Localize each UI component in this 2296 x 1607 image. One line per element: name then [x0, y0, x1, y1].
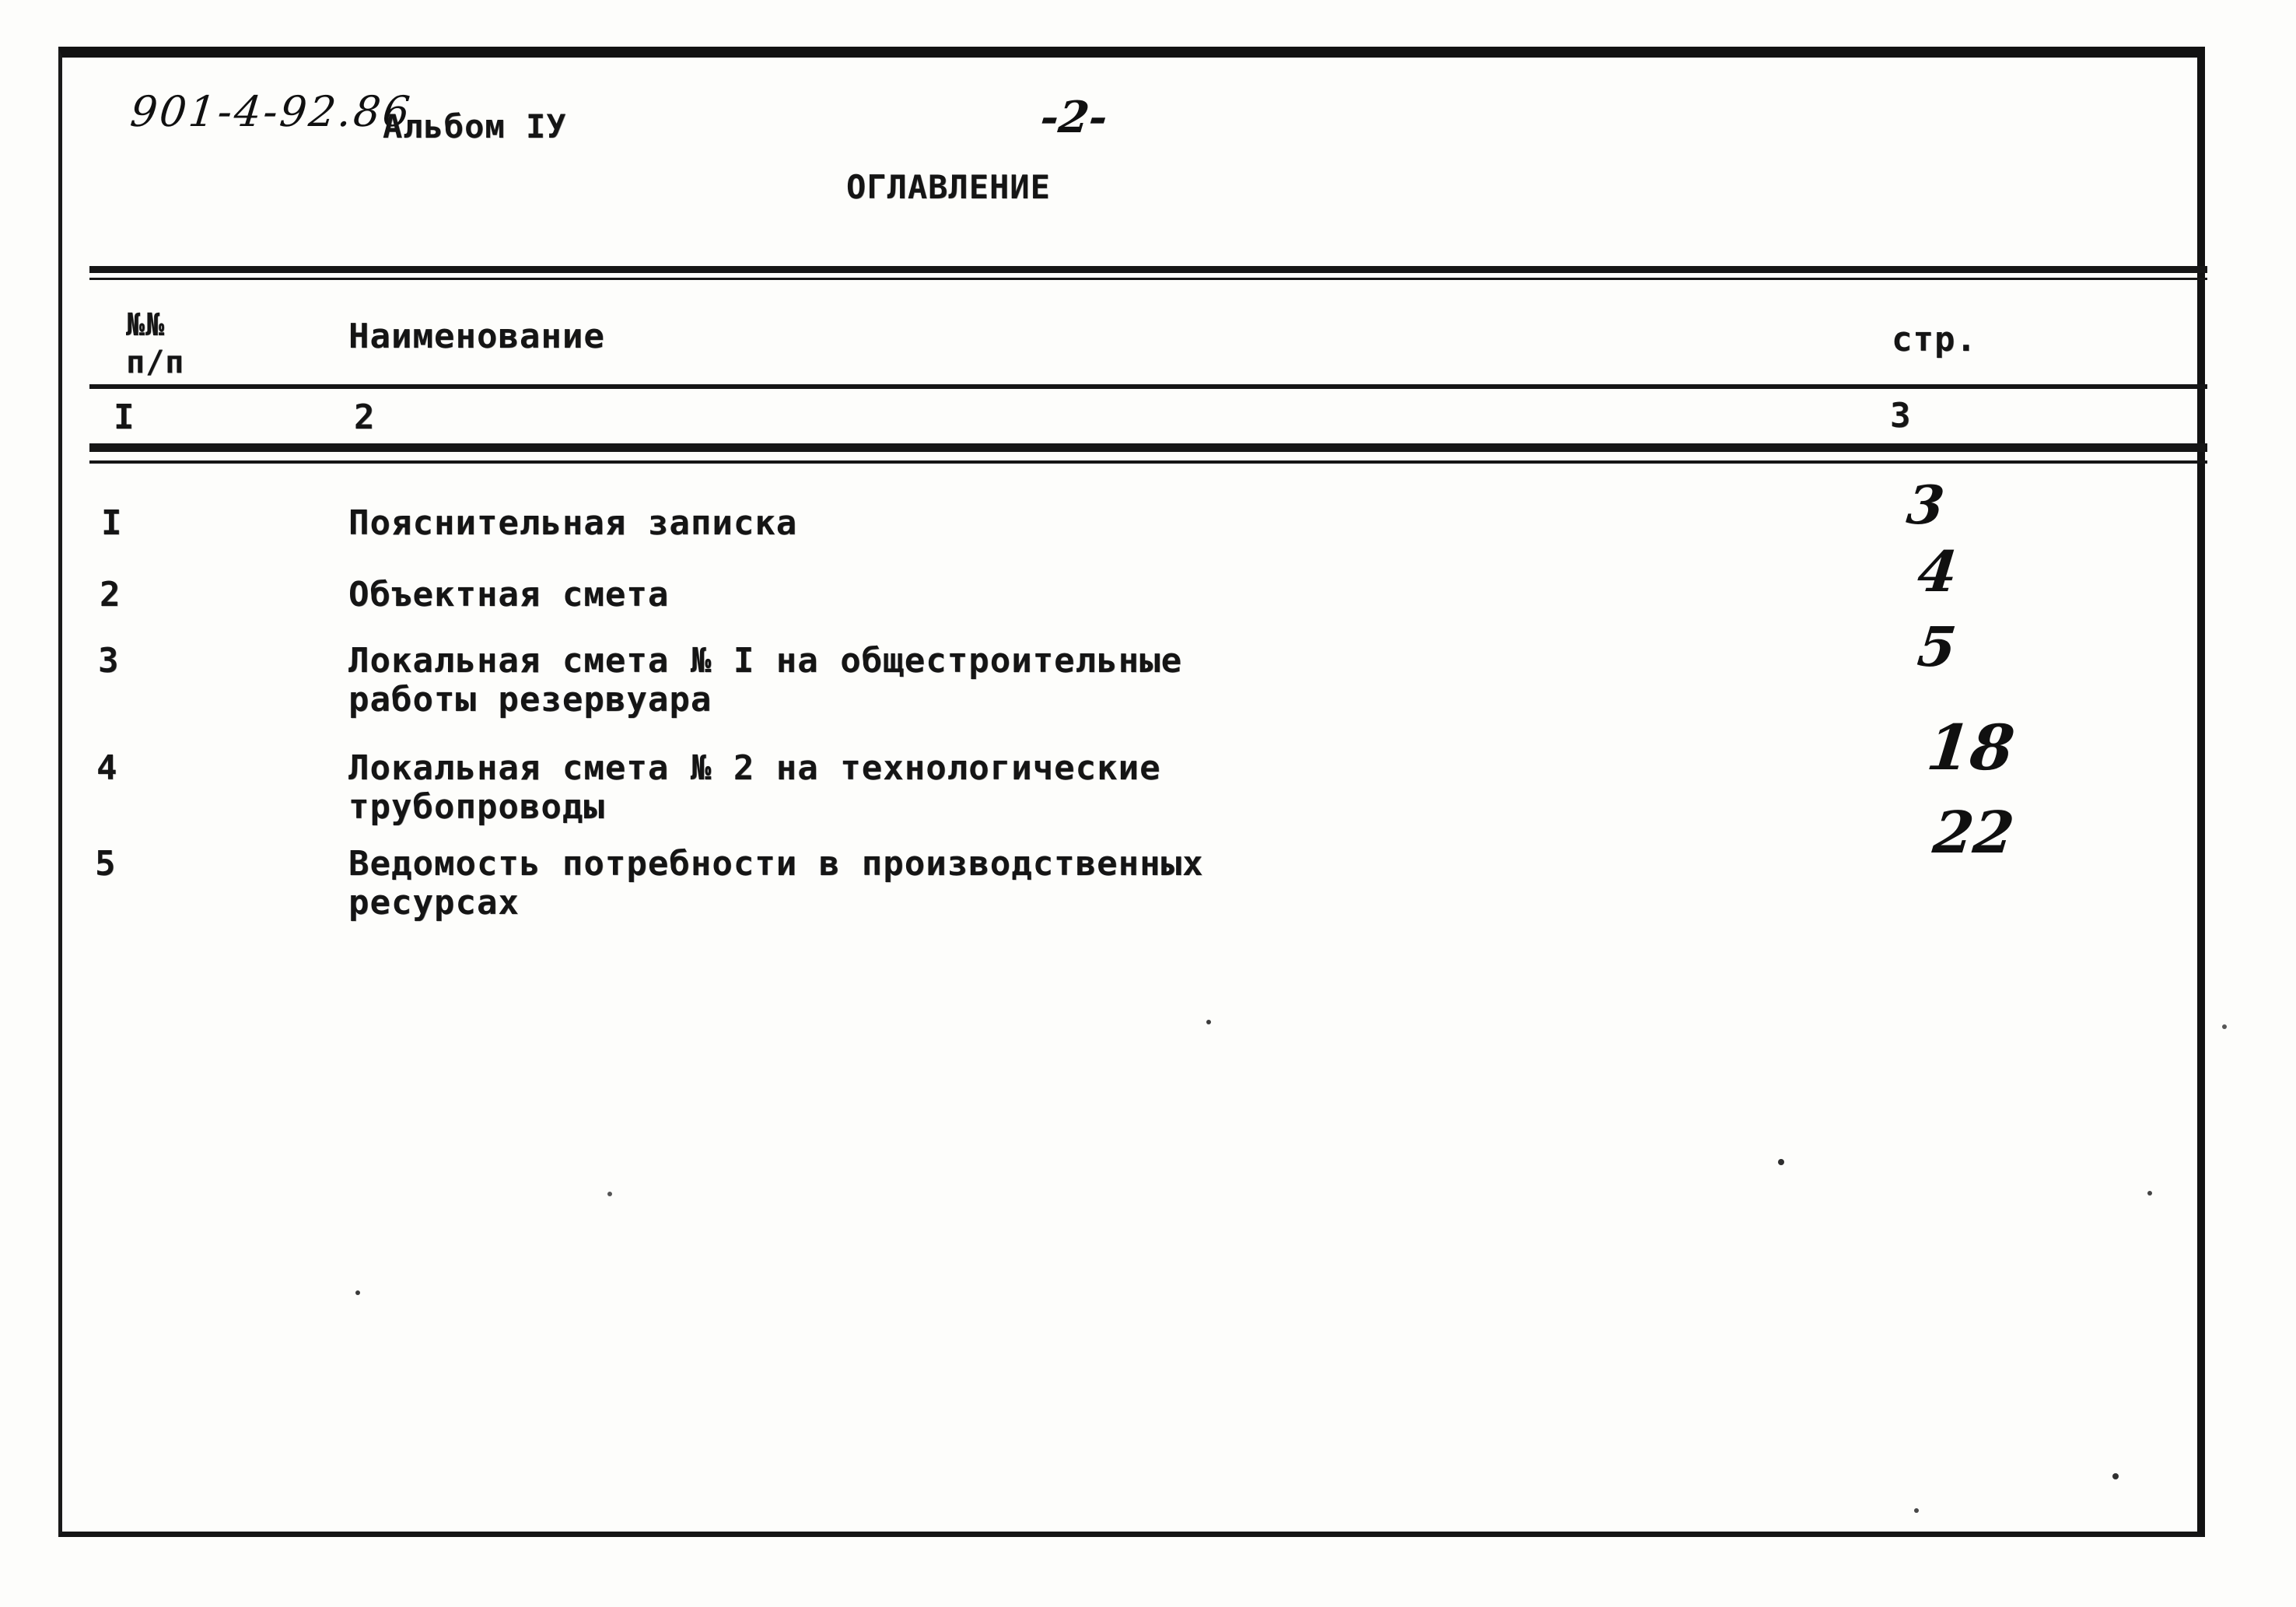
row-title-line2: ресурсах — [348, 883, 520, 923]
sheet-page-number: -2- — [1038, 92, 1110, 143]
row-title-line1: Ведомость потребности в производственных — [348, 844, 1204, 884]
column-marker-1: I — [114, 397, 135, 437]
column-header-name: Наименование — [348, 317, 605, 356]
column-marker-3: 3 — [1890, 396, 1912, 436]
column-header-page: стр. — [1892, 320, 1977, 359]
table-top-rule-echo — [89, 278, 2207, 280]
header-bottom-rule — [89, 384, 2207, 389]
marker-row-rule-echo — [89, 460, 2207, 464]
row-title — [348, 576, 669, 614]
table-top-rule — [89, 266, 2207, 273]
row-title-line1: Объектная смета — [348, 575, 670, 614]
row-title-line1: Локальная смета № I на общестроительные — [348, 641, 1183, 681]
row-title — [348, 845, 1204, 923]
row-title-line1: Локальная смета № 2 на технологические — [348, 748, 1161, 788]
column-header-num — [126, 306, 184, 381]
num-header-line1: №№ — [126, 307, 166, 343]
row-page-number-handwritten: 22 — [1930, 800, 2018, 867]
row-title-line1: Пояснительная записка — [348, 503, 798, 543]
row-number: 2 — [100, 575, 121, 614]
row-title — [348, 642, 1182, 719]
marker-row-rule — [89, 443, 2207, 452]
row-title — [348, 749, 1161, 827]
row-number: 4 — [96, 748, 118, 788]
doc-code-handwritten: 901-4-92.86 — [128, 87, 415, 136]
album-label: Альбом IУ — [383, 107, 567, 145]
num-header-line2: п/п — [126, 345, 185, 380]
row-number: 5 — [95, 844, 117, 884]
row-title-line2: трубопроводы — [348, 787, 605, 827]
row-page-number-handwritten: 18 — [1923, 711, 2018, 784]
row-page-number-handwritten: 3 — [1903, 474, 1948, 537]
scan-dust-specks — [0, 0, 3, 3]
row-page-number-handwritten: 4 — [1914, 538, 1961, 604]
row-number: 3 — [98, 641, 120, 681]
row-title — [348, 504, 797, 543]
row-title-line2: работы резервуара — [348, 680, 712, 719]
page-title: ОГЛАВЛЕНИЕ — [846, 168, 1051, 206]
row-number: I — [101, 503, 123, 543]
column-marker-2: 2 — [354, 397, 376, 437]
row-page-number-handwritten: 5 — [1914, 614, 1960, 679]
